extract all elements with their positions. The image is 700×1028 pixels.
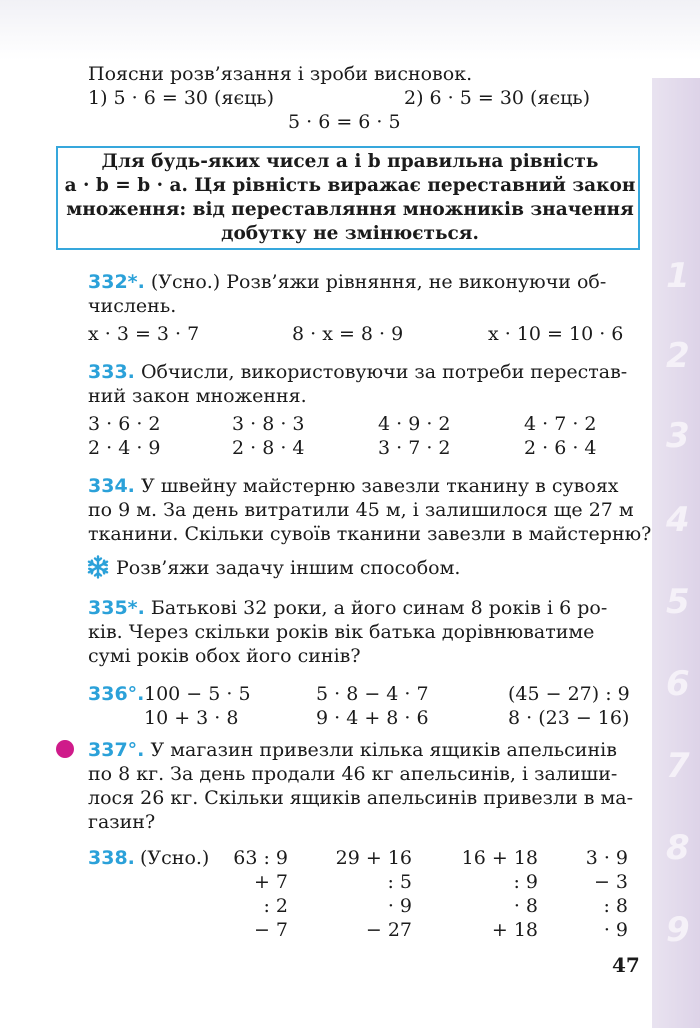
chain-step: : 2 [263, 895, 288, 917]
expression: 3 · 6 · 2 [88, 413, 161, 435]
task-333-line-1 [88, 360, 627, 384]
side-number: 4 [666, 500, 690, 540]
expression: 5 · 8 − 4 · 7 [316, 683, 429, 705]
solution-2: 2) 6 · 5 = 30 (яєць) [404, 87, 591, 109]
expression: 2 · 6 · 4 [524, 437, 597, 459]
side-number: 3 [666, 416, 690, 456]
task-337-line-2: по 8 кг. За день продали 46 кг апельсинів, і залиши- [88, 763, 618, 785]
task-336-number [88, 682, 144, 706]
task-332-line-1 [88, 270, 606, 294]
task-334-line-3: тканини. Скільки сувоїв тканини завезли в майстерню? [88, 523, 652, 545]
task-text: У швейну майстерню завезли тканину в сувоях [140, 475, 619, 497]
chain-step: + 18 [491, 919, 538, 941]
side-strip [652, 78, 700, 1028]
chain-start: 16 + 18 [461, 847, 538, 869]
side-number: 8 [666, 828, 690, 868]
task-number: 336°. [88, 683, 145, 705]
task-text: (Усно.) Розв’яжи рівняння, не виконуючи об- [150, 271, 607, 293]
expression: 4 · 9 · 2 [378, 413, 451, 435]
task-338-label: (Усно.) [140, 847, 210, 869]
task-text: Батькові 32 роки, а його синам 8 років і 6 ро- [150, 597, 608, 619]
expression: (45 − 27) : 9 [508, 683, 630, 705]
bullet-icon [56, 740, 74, 758]
task-335-line-1 [88, 596, 607, 620]
chain-start: 29 + 16 [335, 847, 412, 869]
task-number: 334. [88, 475, 135, 497]
expression: 2 · 4 · 9 [88, 437, 161, 459]
chain-start: 3 · 9 [585, 847, 628, 869]
task-333-line-2: ний закон множення. [88, 385, 307, 407]
rule-box [56, 146, 640, 250]
chain-step: + 7 [253, 871, 288, 893]
rule-line: добутку не змінюється. [221, 223, 479, 244]
chain-step: − 3 [593, 871, 628, 893]
chain-step: − 7 [253, 919, 288, 941]
task-number: 337°. [88, 739, 145, 761]
expression: 10 + 3 · 8 [144, 707, 239, 729]
task-337-line-3: лося 26 кг. Скільки ящиків апельсинів привезли в ма- [88, 787, 634, 809]
chain-step: − 27 [365, 919, 412, 941]
task-number: 338. [88, 847, 135, 869]
chain-step: : 8 [603, 895, 628, 917]
equation: x · 3 = 3 · 7 [88, 323, 200, 345]
equation: 8 · x = 8 · 9 [292, 323, 404, 345]
task-number: 333. [88, 361, 135, 383]
side-number: 5 [666, 582, 690, 622]
chain-start: 63 : 9 [233, 847, 288, 869]
expression: 9 · 4 + 8 · 6 [316, 707, 429, 729]
task-334-line-1 [88, 474, 619, 498]
expression: 4 · 7 · 2 [524, 413, 597, 435]
chain-step: · 9 [387, 895, 412, 917]
task-337-line-4: газин? [88, 811, 156, 833]
side-number: 1 [666, 256, 690, 296]
task-332-line-2: числень. [88, 295, 177, 317]
page-number: 47 [612, 953, 640, 977]
chain-step: · 8 [513, 895, 538, 917]
expression: 2 · 8 · 4 [232, 437, 305, 459]
intro-prompt: Поясни розв’язання і зроби висновок. [88, 63, 473, 85]
task-338-number [88, 846, 135, 870]
chain-step: · 9 [603, 919, 628, 941]
task-334-extra: Розв’яжи задачу іншим способом. [116, 557, 461, 579]
expression: 100 − 5 · 5 [144, 683, 251, 705]
task-334-line-2: по 9 м. За день витратили 45 м, і залишилося ще 27 м [88, 499, 634, 521]
side-number: 2 [666, 336, 690, 376]
expression: 3 · 7 · 2 [378, 437, 451, 459]
solution-conclusion: 5 · 6 = 6 · 5 [288, 111, 401, 133]
rule-line: множення: від переставляння множників значення [66, 199, 634, 220]
task-number: 332*. [88, 271, 145, 293]
expression: 3 · 8 · 3 [232, 413, 305, 435]
snowflake-icon [86, 555, 110, 579]
task-335-line-2: ків. Через скільки років вік батька дорівнюватиме [88, 621, 595, 643]
solution-1: 1) 5 · 6 = 30 (яєць) [88, 87, 275, 109]
task-335-line-3: сумі років обох його синів? [88, 645, 361, 667]
task-text: Обчисли, використовуючи за потреби перестав- [140, 361, 628, 383]
side-number: 9 [666, 910, 690, 950]
side-number: 6 [666, 664, 690, 704]
rule-line: Для будь-яких чисел a і b правильна рівність [101, 151, 599, 172]
side-number: 7 [666, 746, 690, 786]
chain-step: : 5 [387, 871, 412, 893]
task-number: 335*. [88, 597, 145, 619]
task-text: У магазин привезли кілька ящиків апельсинів [150, 739, 617, 761]
rule-line: a · b = b · a. Ця рівність виражає переставний закон [64, 175, 636, 196]
chain-step: : 9 [513, 871, 538, 893]
equation: x · 10 = 10 · 6 [488, 323, 624, 345]
task-337-line-1 [88, 738, 617, 762]
expression: 8 · (23 − 16) [508, 707, 630, 729]
